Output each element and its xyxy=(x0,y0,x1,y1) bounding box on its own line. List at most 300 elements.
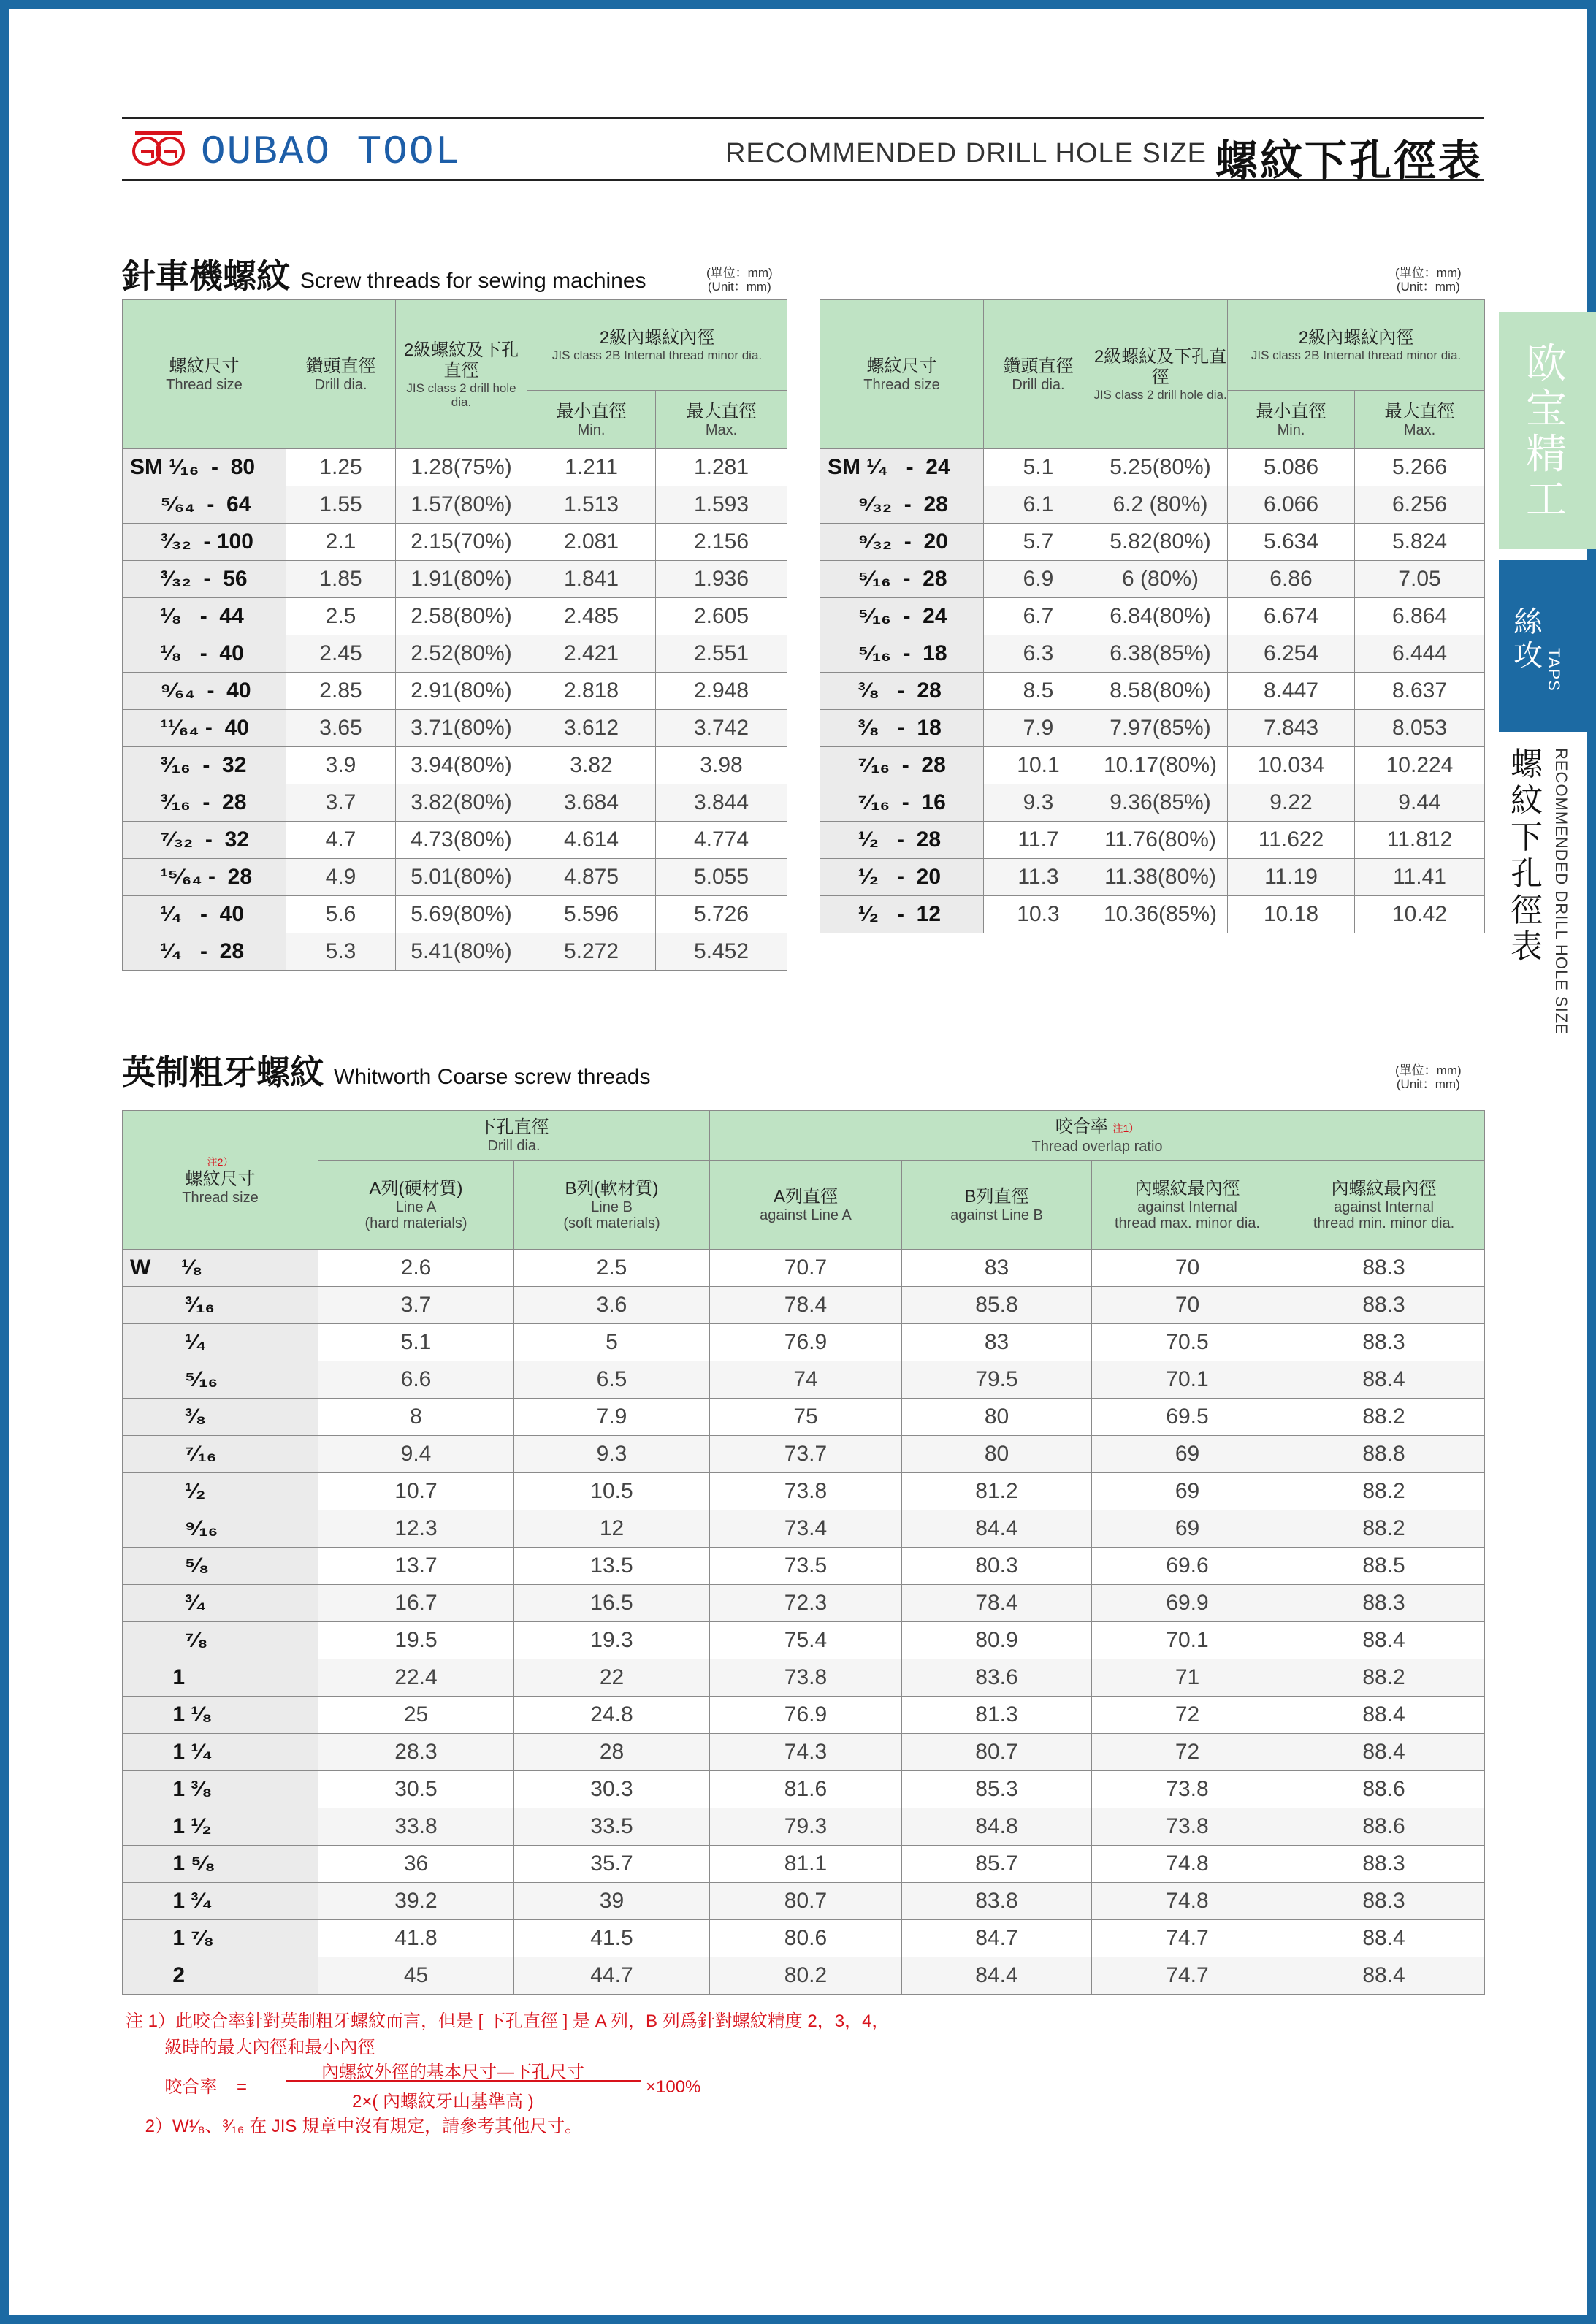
table-row xyxy=(820,710,1485,747)
value-cell: 6.444 xyxy=(1355,635,1485,673)
value-cell: 2.45 xyxy=(286,635,396,673)
value-cell: 74.3 xyxy=(710,1734,902,1771)
col-max: 最大直徑 Max. xyxy=(1355,391,1485,449)
thread-size-cell: SM ¹⁄₁₆ - 80 xyxy=(123,449,286,486)
value-cell: 16.5 xyxy=(514,1585,710,1622)
value-cell: 5.086 xyxy=(1228,449,1355,486)
thread-size-cell: ³⁄₁₆ - 28 xyxy=(123,784,286,822)
col-against-a: A列直徑 against Line A xyxy=(710,1161,902,1250)
value-cell: 6.254 xyxy=(1228,635,1355,673)
whitworth-unit xyxy=(1395,1063,1462,1091)
value-cell: 10.17(80%) xyxy=(1093,747,1228,784)
value-cell: 8.5 xyxy=(984,673,1093,710)
thread-size-cell: 1 xyxy=(123,1659,318,1697)
table-row xyxy=(820,784,1485,822)
thread-size-cell: SM ¹⁄₄ - 24 xyxy=(820,449,984,486)
col-max: 最大直徑 Max. xyxy=(656,391,787,449)
table-row xyxy=(820,822,1485,859)
value-cell: 11.41 xyxy=(1355,859,1485,896)
value-cell: 1.513 xyxy=(527,486,656,524)
value-cell: 3.94(80%) xyxy=(396,747,527,784)
value-cell: 5.7 xyxy=(984,524,1093,561)
formula-multiplier: ×100% xyxy=(646,2077,701,2097)
thread-size-cell: ⁷⁄₃₂ - 32 xyxy=(123,822,286,859)
value-cell: 6.5 xyxy=(514,1361,710,1399)
table-row xyxy=(123,1287,1485,1324)
note-1-line-1: 注 1）此咬合率針對英制粗牙螺紋而言，但是 [ 下孔直徑 ] 是 A 列，B 列爲針對螺紋精度 2，3，4， xyxy=(126,2011,890,2031)
value-cell: 4.9 xyxy=(286,859,396,896)
page xyxy=(9,9,1587,2315)
value-cell: 39 xyxy=(514,1883,710,1920)
thread-size-cell: ¹⁄₄ - 28 xyxy=(123,933,286,971)
table-row xyxy=(820,747,1485,784)
table-row xyxy=(123,1659,1485,1697)
col-drill-dia: 鑽頭直徑 Drill dia. xyxy=(286,300,396,449)
value-cell: 7.843 xyxy=(1228,710,1355,747)
thread-size-cell: ⁹⁄₆₄ - 40 xyxy=(123,673,286,710)
value-cell: 4.875 xyxy=(527,859,656,896)
col-class2-hole: 2級螺紋及下孔直徑 JIS class 2 drill hole dia. xyxy=(396,300,527,449)
thread-size-cell: 1 ³⁄₄ xyxy=(123,1883,318,1920)
side-taps-zh: 絲攻 xyxy=(1513,606,1543,672)
col-class2-hole: 2級螺紋及下孔直徑 JIS class 2 drill hole dia. xyxy=(1093,300,1228,449)
col-thread-size: 螺紋尺寸 Thread size xyxy=(123,300,286,449)
value-cell: 5.824 xyxy=(1355,524,1485,561)
thread-size-cell: ⁷⁄₈ xyxy=(123,1622,318,1659)
value-cell: 88.5 xyxy=(1283,1548,1485,1585)
table-row xyxy=(820,859,1485,896)
value-cell: 73.4 xyxy=(710,1510,902,1548)
value-cell: 88.8 xyxy=(1283,1436,1485,1473)
thread-size-cell: 1 ³⁄₈ xyxy=(123,1771,318,1808)
formula-fraction-line xyxy=(286,2080,641,2082)
value-cell: 7.97(85%) xyxy=(1093,710,1228,747)
value-cell: 2.15(70%) xyxy=(396,524,527,561)
thread-size-cell: ¹⁄₂ - 12 xyxy=(820,896,984,933)
table-row xyxy=(820,561,1485,598)
table-row xyxy=(123,1473,1485,1510)
table-row xyxy=(123,1846,1485,1883)
value-cell: 2.081 xyxy=(527,524,656,561)
value-cell: 83 xyxy=(902,1250,1092,1287)
table-row xyxy=(820,635,1485,673)
value-cell: 28.3 xyxy=(318,1734,514,1771)
overlap-formula xyxy=(126,2061,929,2114)
note-2: 2）W¹⁄₈、³⁄₁₆ 在 JIS 規章中沒有規定，請參考其他尺寸。 xyxy=(126,2117,583,2136)
value-cell: 8.58(80%) xyxy=(1093,673,1228,710)
side-section-en: RECOMMENDED DRILL HOLE SIZE xyxy=(1552,748,1570,1035)
page-header xyxy=(122,117,1484,185)
value-cell: 1.28(75%) xyxy=(396,449,527,486)
value-cell: 5.01(80%) xyxy=(396,859,527,896)
value-cell: 33.5 xyxy=(514,1808,710,1846)
value-cell: 10.3 xyxy=(984,896,1093,933)
value-cell: 73.8 xyxy=(1092,1771,1283,1808)
thread-size-cell: ⁵⁄₈ xyxy=(123,1548,318,1585)
value-cell: 11.3 xyxy=(984,859,1093,896)
value-cell: 10.36(85%) xyxy=(1093,896,1228,933)
sewing-unit-right xyxy=(1395,266,1462,294)
value-cell: 11.812 xyxy=(1355,822,1485,859)
value-cell: 88.2 xyxy=(1283,1399,1485,1436)
value-cell: 2.948 xyxy=(656,673,787,710)
thread-size-cell: ⁵⁄₁₆ - 18 xyxy=(820,635,984,673)
table-row xyxy=(820,449,1485,486)
value-cell: 36 xyxy=(318,1846,514,1883)
value-cell: 10.5 xyxy=(514,1473,710,1510)
table-row xyxy=(123,598,787,635)
value-cell: 78.4 xyxy=(902,1585,1092,1622)
table-row xyxy=(123,1250,1485,1287)
value-cell: 10.7 xyxy=(318,1473,514,1510)
value-cell: 8.637 xyxy=(1355,673,1485,710)
value-cell: 9.3 xyxy=(984,784,1093,822)
value-cell: 80 xyxy=(902,1399,1092,1436)
value-cell: 74.8 xyxy=(1092,1846,1283,1883)
value-cell: 4.7 xyxy=(286,822,396,859)
col-internal-min: 內螺紋最內徑 against Internal thread min. minor dia. xyxy=(1283,1161,1485,1250)
value-cell: 8 xyxy=(318,1399,514,1436)
thread-size-cell: ¹⁵⁄₆₄ - 28 xyxy=(123,859,286,896)
col-drill-dia: 鑽頭直徑 Drill dia. xyxy=(984,300,1093,449)
thread-size-cell: 2 xyxy=(123,1957,318,1995)
value-cell: 45 xyxy=(318,1957,514,1995)
value-cell: 88.4 xyxy=(1283,1957,1485,1995)
value-cell: 3.82 xyxy=(527,747,656,784)
sewing-title-en: Screw threads for sewing machines xyxy=(300,269,646,293)
value-cell: 2.156 xyxy=(656,524,787,561)
value-cell: 3.98 xyxy=(656,747,787,784)
value-cell: 9.36(85%) xyxy=(1093,784,1228,822)
value-cell: 1.211 xyxy=(527,449,656,486)
whitworth-title-en: Whitworth Coarse screw threads xyxy=(334,1065,651,1089)
thread-size-cell: ⁹⁄₃₂ - 28 xyxy=(820,486,984,524)
brand-logo-icon xyxy=(131,128,186,175)
value-cell: 5.3 xyxy=(286,933,396,971)
formula-numerator: 內螺紋外徑的基本尺寸—下孔尺寸 xyxy=(321,2063,584,2082)
table-row xyxy=(123,1883,1485,1920)
value-cell: 22.4 xyxy=(318,1659,514,1697)
table-row xyxy=(123,1324,1485,1361)
table-row xyxy=(123,1436,1485,1473)
value-cell: 10.034 xyxy=(1228,747,1355,784)
value-cell: 6.674 xyxy=(1228,598,1355,635)
value-cell: 84.8 xyxy=(902,1808,1092,1846)
value-cell: 80.6 xyxy=(710,1920,902,1957)
value-cell: 88.4 xyxy=(1283,1622,1485,1659)
col-line-a: A列(硬材質) Line A (hard materials) xyxy=(318,1161,514,1250)
value-cell: 73.8 xyxy=(1092,1808,1283,1846)
value-cell: 3.71(80%) xyxy=(396,710,527,747)
col-inner-minor: 2級內螺紋內徑 JIS class 2B Internal thread minor dia. xyxy=(1228,300,1485,391)
thread-size-cell: ⁷⁄₁₆ - 16 xyxy=(820,784,984,822)
value-cell: 85.7 xyxy=(902,1846,1092,1883)
thread-size-cell: ³⁄₄ xyxy=(123,1585,318,1622)
value-cell: 8.447 xyxy=(1228,673,1355,710)
value-cell: 5.69(80%) xyxy=(396,896,527,933)
table-row xyxy=(123,524,787,561)
value-cell: 10.42 xyxy=(1355,896,1485,933)
value-cell: 1.841 xyxy=(527,561,656,598)
value-cell: 30.3 xyxy=(514,1771,710,1808)
table-row xyxy=(123,784,787,822)
side-taps-tab[interactable] xyxy=(1499,560,1596,732)
table-row xyxy=(123,1585,1485,1622)
value-cell: 11.7 xyxy=(984,822,1093,859)
value-cell: 12 xyxy=(514,1510,710,1548)
whitworth-table xyxy=(122,1110,1485,1995)
value-cell: 83 xyxy=(902,1324,1092,1361)
value-cell: 5.596 xyxy=(527,896,656,933)
value-cell: 12.3 xyxy=(318,1510,514,1548)
value-cell: 88.2 xyxy=(1283,1473,1485,1510)
value-cell: 5.055 xyxy=(656,859,787,896)
table-row xyxy=(123,673,787,710)
value-cell: 3.65 xyxy=(286,710,396,747)
thread-size-cell: 1 ¹⁄₄ xyxy=(123,1734,318,1771)
value-cell: 25 xyxy=(318,1697,514,1734)
thread-size-cell: 1 ¹⁄₂ xyxy=(123,1808,318,1846)
whitworth-title-zh: 英制粗牙螺紋 xyxy=(122,1053,324,1091)
thread-size-cell: ³⁄₁₆ - 32 xyxy=(123,747,286,784)
value-cell: 80.7 xyxy=(902,1734,1092,1771)
thread-size-cell: ⁹⁄₁₆ xyxy=(123,1510,318,1548)
value-cell: 3.844 xyxy=(656,784,787,822)
value-cell: 85.8 xyxy=(902,1287,1092,1324)
thread-size-cell: ¹⁄₄ xyxy=(123,1324,318,1361)
table-row xyxy=(123,822,787,859)
footnotes xyxy=(126,2008,929,2140)
value-cell: 6.256 xyxy=(1355,486,1485,524)
value-cell: 11.19 xyxy=(1228,859,1355,896)
value-cell: 6.38(85%) xyxy=(1093,635,1228,673)
value-cell: 81.2 xyxy=(902,1473,1092,1510)
value-cell: 1.55 xyxy=(286,486,396,524)
table-row xyxy=(123,449,787,486)
value-cell: 69.5 xyxy=(1092,1399,1283,1436)
unit-zh: (單位：mm) xyxy=(1395,1063,1462,1077)
value-cell: 5.452 xyxy=(656,933,787,971)
table-row xyxy=(123,1361,1485,1399)
brand-name: OUBAO TOOL xyxy=(201,129,462,175)
value-cell: 3.684 xyxy=(527,784,656,822)
value-cell: 6.86 xyxy=(1228,561,1355,598)
sewing-table-right xyxy=(820,299,1485,933)
table-row xyxy=(820,486,1485,524)
thread-size-cell: ¹⁄₈ - 44 xyxy=(123,598,286,635)
unit-en: (Unit：mm) xyxy=(1396,280,1460,294)
value-cell: 1.936 xyxy=(656,561,787,598)
value-cell: 41.5 xyxy=(514,1920,710,1957)
value-cell: 7.9 xyxy=(984,710,1093,747)
value-cell: 44.7 xyxy=(514,1957,710,1995)
thread-size-cell: ¹⁄₂ - 28 xyxy=(820,822,984,859)
value-cell: 6.9 xyxy=(984,561,1093,598)
header-title-zh: 螺紋下孔徑表 xyxy=(1215,137,1483,185)
value-cell: 88.4 xyxy=(1283,1697,1485,1734)
value-cell: 72 xyxy=(1092,1697,1283,1734)
thread-size-cell: ⁷⁄₁₆ xyxy=(123,1436,318,1473)
thread-size-cell: ⁵⁄₁₆ - 24 xyxy=(820,598,984,635)
value-cell: 2.421 xyxy=(527,635,656,673)
value-cell: 35.7 xyxy=(514,1846,710,1883)
value-cell: 78.4 xyxy=(710,1287,902,1324)
value-cell: 4.73(80%) xyxy=(396,822,527,859)
side-brand-tab xyxy=(1499,312,1596,549)
value-cell: 72 xyxy=(1092,1734,1283,1771)
col-line-b: B列(軟材質) Line B (soft materials) xyxy=(514,1161,710,1250)
value-cell: 3.612 xyxy=(527,710,656,747)
table-row xyxy=(123,859,787,896)
value-cell: 2.52(80%) xyxy=(396,635,527,673)
value-cell: 5.634 xyxy=(1228,524,1355,561)
value-cell: 88.3 xyxy=(1283,1324,1485,1361)
col-thread-size: 螺紋尺寸 Thread size xyxy=(820,300,984,449)
thread-size-cell: ⁹⁄₃₂ - 20 xyxy=(820,524,984,561)
col-min: 最小直徑 Min. xyxy=(1228,391,1355,449)
value-cell: 1.593 xyxy=(656,486,787,524)
value-cell: 13.7 xyxy=(318,1548,514,1585)
value-cell: 1.85 xyxy=(286,561,396,598)
thread-size-cell: ³⁄₈ xyxy=(123,1399,318,1436)
value-cell: 88.2 xyxy=(1283,1510,1485,1548)
table-row xyxy=(123,1622,1485,1659)
table-row xyxy=(123,561,787,598)
value-cell: 1.91(80%) xyxy=(396,561,527,598)
table-row xyxy=(820,896,1485,933)
thread-size-cell: 1 ⁵⁄₈ xyxy=(123,1846,318,1883)
value-cell: 3.6 xyxy=(514,1287,710,1324)
table-row xyxy=(123,896,787,933)
value-cell: 74.7 xyxy=(1092,1920,1283,1957)
thread-size-cell: ⁵⁄₁₆ xyxy=(123,1361,318,1399)
thread-size-cell: ¹¹⁄₆₄ - 40 xyxy=(123,710,286,747)
value-cell: 84.4 xyxy=(902,1510,1092,1548)
side-brand-text: 欧宝精工 xyxy=(1526,340,1567,522)
side-taps-en: TAPS xyxy=(1545,648,1563,692)
value-cell: 6.84(80%) xyxy=(1093,598,1228,635)
value-cell: 39.2 xyxy=(318,1883,514,1920)
value-cell: 88.4 xyxy=(1283,1734,1485,1771)
value-cell: 70 xyxy=(1092,1250,1283,1287)
note-1-line-2: 級時的最大內徑和最小內徑 xyxy=(126,2038,375,2057)
value-cell: 16.7 xyxy=(318,1585,514,1622)
col-inner-minor: 2級內螺紋內徑 JIS class 2B Internal thread minor dia. xyxy=(527,300,787,391)
value-cell: 80 xyxy=(902,1436,1092,1473)
value-cell: 69.6 xyxy=(1092,1548,1283,1585)
thread-size-cell: ³⁄₃₂ - 100 xyxy=(123,524,286,561)
value-cell: 6.1 xyxy=(984,486,1093,524)
value-cell: 73.7 xyxy=(710,1436,902,1473)
header-title-en: RECOMMENDED DRILL HOLE SIZE xyxy=(725,138,1207,169)
value-cell: 30.5 xyxy=(318,1771,514,1808)
value-cell: 9.4 xyxy=(318,1436,514,1473)
value-cell: 6.3 xyxy=(984,635,1093,673)
value-cell: 9.3 xyxy=(514,1436,710,1473)
value-cell: 84.4 xyxy=(902,1957,1092,1995)
value-cell: 5.25(80%) xyxy=(1093,449,1228,486)
value-cell: 19.5 xyxy=(318,1622,514,1659)
value-cell: 88.3 xyxy=(1283,1883,1485,1920)
value-cell: 2.58(80%) xyxy=(396,598,527,635)
value-cell: 5.266 xyxy=(1355,449,1485,486)
value-cell: 22 xyxy=(514,1659,710,1697)
value-cell: 11.76(80%) xyxy=(1093,822,1228,859)
formula-denominator: 2×( 內螺紋牙山基準高 ) xyxy=(352,2092,534,2111)
value-cell: 88.3 xyxy=(1283,1585,1485,1622)
value-cell: 74.7 xyxy=(1092,1957,1283,1995)
thread-size-cell: ³⁄₈ - 18 xyxy=(820,710,984,747)
thread-size-cell: ¹⁄₂ - 20 xyxy=(820,859,984,896)
value-cell: 1.281 xyxy=(656,449,787,486)
value-cell: 75.4 xyxy=(710,1622,902,1659)
value-cell: 3.9 xyxy=(286,747,396,784)
value-cell: 88.4 xyxy=(1283,1920,1485,1957)
value-cell: 3.7 xyxy=(318,1287,514,1324)
value-cell: 88.6 xyxy=(1283,1771,1485,1808)
value-cell: 2.5 xyxy=(286,598,396,635)
value-cell: 6.2 (80%) xyxy=(1093,486,1228,524)
value-cell: 81.6 xyxy=(710,1771,902,1808)
table-row xyxy=(123,1920,1485,1957)
value-cell: 75 xyxy=(710,1399,902,1436)
value-cell: 80.7 xyxy=(710,1883,902,1920)
table-row xyxy=(123,710,787,747)
value-cell: 9.22 xyxy=(1228,784,1355,822)
table-row xyxy=(123,1734,1485,1771)
side-section-zh: 螺紋下孔徑表 xyxy=(1511,746,1543,965)
unit-en: (Unit：mm) xyxy=(1396,1077,1460,1091)
thread-size-cell: ³⁄₁₆ xyxy=(123,1287,318,1324)
table-row xyxy=(123,933,787,971)
value-cell: 73.8 xyxy=(710,1659,902,1697)
value-cell: 70.1 xyxy=(1092,1622,1283,1659)
value-cell: 8.053 xyxy=(1355,710,1485,747)
value-cell: 2.818 xyxy=(527,673,656,710)
thread-size-cell: ¹⁄₂ xyxy=(123,1473,318,1510)
value-cell: 24.8 xyxy=(514,1697,710,1734)
table-row xyxy=(123,1697,1485,1734)
value-cell: 1.57(80%) xyxy=(396,486,527,524)
value-cell: 3.82(80%) xyxy=(396,784,527,822)
table-row xyxy=(820,598,1485,635)
thread-size-cell: ⁵⁄₁₆ - 28 xyxy=(820,561,984,598)
value-cell: 6.7 xyxy=(984,598,1093,635)
value-cell: 19.3 xyxy=(514,1622,710,1659)
value-cell: 70 xyxy=(1092,1287,1283,1324)
unit-en: (Unit：mm) xyxy=(707,280,771,294)
value-cell: 84.7 xyxy=(902,1920,1092,1957)
value-cell: 5 xyxy=(514,1324,710,1361)
value-cell: 69 xyxy=(1092,1473,1283,1510)
unit-zh: (單位：mm) xyxy=(706,266,773,280)
value-cell: 11.38(80%) xyxy=(1093,859,1228,896)
value-cell: 83.6 xyxy=(902,1659,1092,1697)
col-against-b: B列直徑 against Line B xyxy=(902,1161,1092,1250)
table-row xyxy=(123,486,787,524)
value-cell: 2.91(80%) xyxy=(396,673,527,710)
value-cell: 73.5 xyxy=(710,1548,902,1585)
table-row xyxy=(123,1399,1485,1436)
value-cell: 2.6 xyxy=(318,1250,514,1287)
value-cell: 3.7 xyxy=(286,784,396,822)
value-cell: 33.8 xyxy=(318,1808,514,1846)
sewing-table-left xyxy=(122,299,787,971)
table-row xyxy=(123,1548,1485,1585)
value-cell: 69 xyxy=(1092,1510,1283,1548)
value-cell: 2.551 xyxy=(656,635,787,673)
sewing-title-zh: 針車機螺紋 xyxy=(122,257,290,295)
